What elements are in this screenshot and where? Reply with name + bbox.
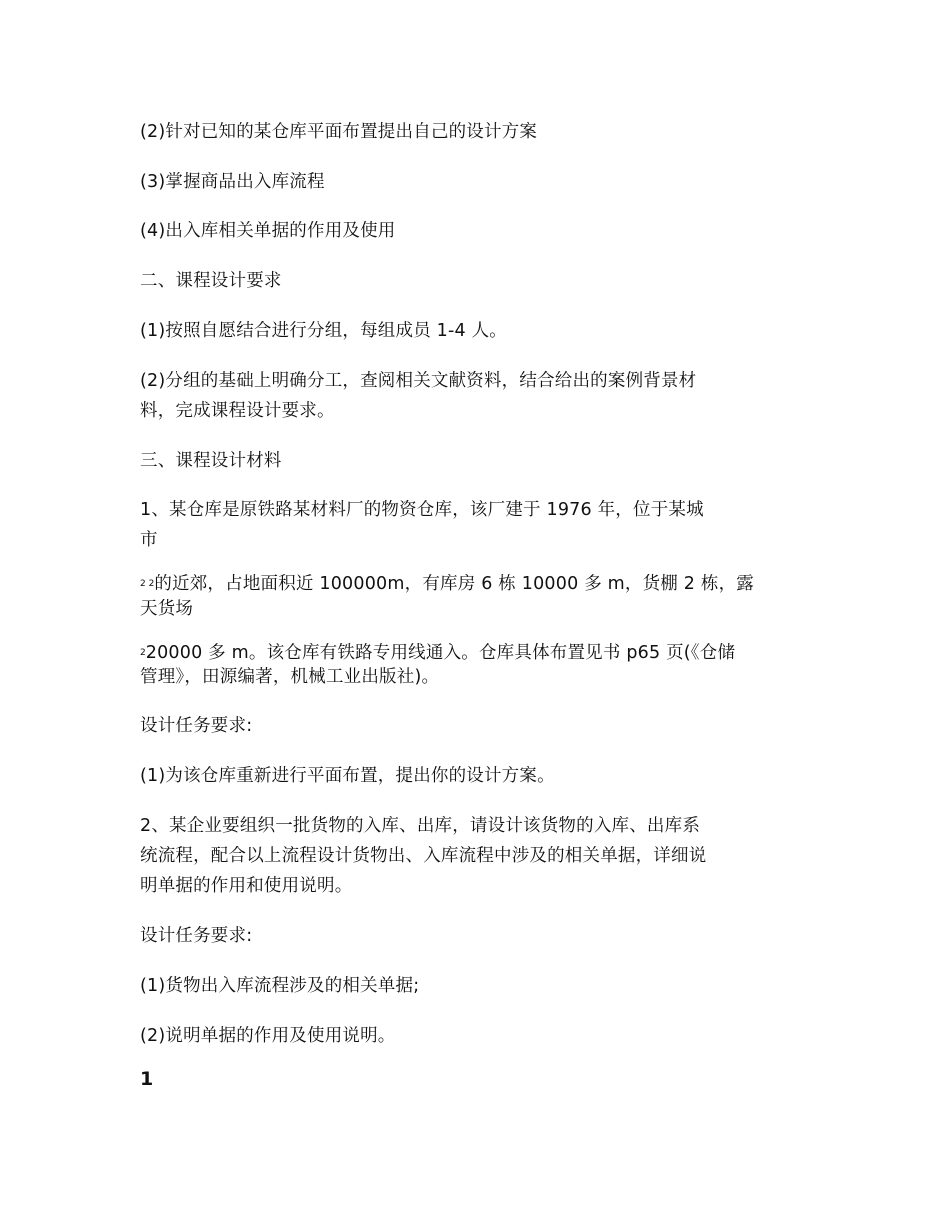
text-line: 20000 多 m。该仓库有铁路专用线通入。仓库具体布置见书 p65 页(《仓储	[145, 643, 736, 663]
task-heading: 设计任务要求:	[140, 716, 253, 736]
text-line: 料，完成课程设计要求。	[140, 401, 335, 421]
section-heading: 二、课程设计要求	[140, 271, 282, 291]
text-line: 的近郊，占地面积近 100000m，有库房 6 栋 10000 多 m，货棚 2 栋，露	[154, 574, 754, 594]
text-line: 天货场	[140, 599, 194, 619]
text-line: 2、某企业要组织一批货物的入库、出库，请设计该货物的入库、出库系	[140, 816, 701, 836]
section-heading: 三、课程设计材料	[140, 451, 282, 471]
text-line: (1)按照自愿结合进行分组，每组成员 1-4 人。	[140, 321, 507, 341]
text-line: (1)为该仓库重新进行平面布置，提出你的设计方案。	[140, 766, 555, 786]
task-heading: 设计任务要求:	[140, 926, 253, 946]
text-line: (4)出入库相关单据的作用及使用	[140, 221, 396, 241]
area-superscript: 2 2	[140, 579, 155, 589]
text-line: (2)分组的基础上明确分工，查阅相关文献资料，结合给出的案例背景材	[140, 371, 697, 391]
text-line: (2)说明单据的作用及使用说明。	[140, 1026, 396, 1046]
text-line: (1)货物出入库流程涉及的相关单据;	[140, 976, 420, 996]
page-number: 1	[140, 1068, 154, 1090]
text-line: 1、某仓库是原铁路某材料厂的物资仓库，该厂建于 1976 年，位于某城	[140, 500, 704, 520]
text-line: 统流程，配合以上流程设计货物出、入库流程中涉及的相关单据，详细说	[140, 846, 707, 866]
area-superscript: 2	[140, 648, 146, 658]
text-line: (3)掌握商品出入库流程	[140, 172, 325, 192]
text-line: (2)针对已知的某仓库平面布置提出自己的设计方案	[140, 122, 538, 142]
text-line: 明单据的作用和使用说明。	[140, 876, 353, 896]
text-line: 市	[140, 530, 158, 550]
text-line: 管理》，田源编著，机械工业出版社)。	[140, 667, 440, 687]
